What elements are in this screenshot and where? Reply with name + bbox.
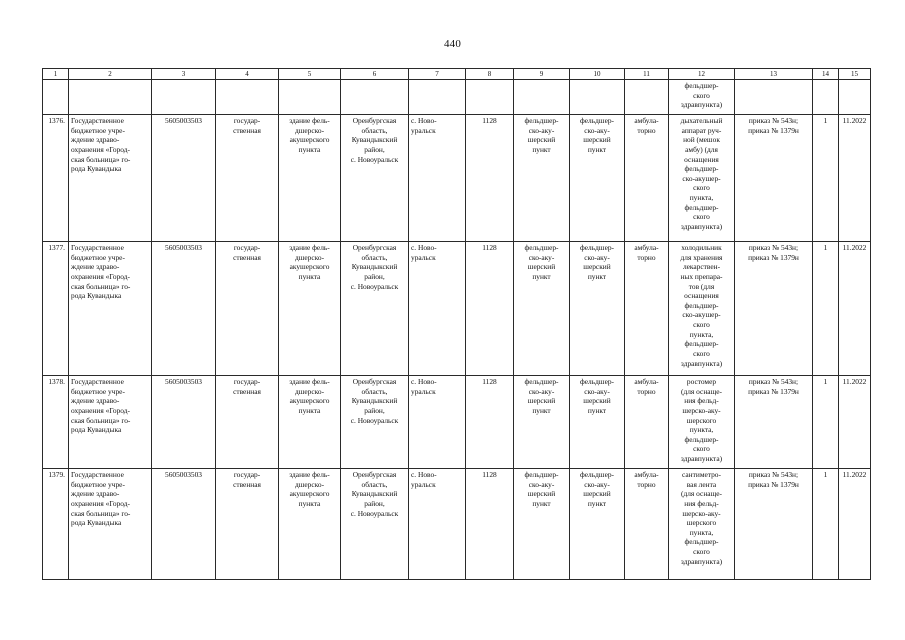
code-cell: 1128 <box>466 469 514 580</box>
address-cell: Оренбургская область, Кувандыкский район, с. Новоуральск <box>341 469 409 580</box>
date-cell: 11.2022 <box>839 469 871 580</box>
unit-name-cell: фельдшер- ско-аку- шерский пункт <box>570 469 625 580</box>
order-cell: приказ № 543н; приказ № 1379н <box>735 242 813 376</box>
column-number: 12 <box>669 69 735 80</box>
date-cell: 11.2022 <box>839 376 871 469</box>
equipment-cell: дыхательный аппарат руч- ной (мешок амбу) (для оснащения фельдшер- ско-акушер- ского пункта, фельдшер- ского здравпункта) <box>669 115 735 242</box>
inn-cell: 5605003503 <box>152 376 216 469</box>
organization-cell: Государственное бюджетное учре- ждение здраво- охранения «Город- ская больница» го- рода Кувандыка <box>69 376 152 469</box>
column-number: 8 <box>466 69 514 80</box>
quantity-cell: 1 <box>813 242 839 376</box>
order-cell: приказ № 543н; приказ № 1379н <box>735 469 813 580</box>
locality-cell: с. Ново- уральск <box>409 376 466 469</box>
row-number-cell: 1379. <box>43 469 69 580</box>
equipment-cell: холодильник для хранения лекарствен- ных препара- тов (для оснащения фельдшер- ско-акушер- ского пункта, фельдшер- ского здравпункта) <box>669 242 735 376</box>
date-cell: 11.2022 <box>839 242 871 376</box>
unit-name-cell: фельдшер- ско-аку- шерский пункт <box>570 242 625 376</box>
address-cell: Оренбургская область, Кувандыкский район, с. Новоуральск <box>341 242 409 376</box>
equipment-cell: ростомер (для оснаще- ния фельд- шерско-аку- шерского пункта, фельдшер- ского здравпункта) <box>669 376 735 469</box>
unit-type-cell: фельдшер- ско-аку- шерский пункт <box>514 376 570 469</box>
building-cell: здание фель- дшерско- акушерского пункта <box>279 115 341 242</box>
column-number: 14 <box>813 69 839 80</box>
column-number: 7 <box>409 69 466 80</box>
ownership-cell: государ- ственная <box>216 115 279 242</box>
column-number: 15 <box>839 69 871 80</box>
order-cell: приказ № 543н; приказ № 1379н <box>735 376 813 469</box>
column-number: 3 <box>152 69 216 80</box>
ownership-cell: государ- ственная <box>216 376 279 469</box>
address-cell: Оренбургская область, Кувандыкский район, с. Новоуральск <box>341 376 409 469</box>
table-row <box>43 469 871 580</box>
unit-type-cell: фельдшер- ско-аку- шерский пункт <box>514 115 570 242</box>
page-number: 440 <box>443 38 462 50</box>
unit-name-cell: фельдшер- ско-аку- шерский пункт <box>570 115 625 242</box>
unit-type-cell: фельдшер- ско-аку- шерский пункт <box>514 469 570 580</box>
order-cell: приказ № 543н; приказ № 1379н <box>735 115 813 242</box>
inn-cell: 5605003503 <box>152 115 216 242</box>
table-row <box>43 115 871 242</box>
locality-cell: с. Ново- уральск <box>409 115 466 242</box>
continuation-row <box>43 80 871 115</box>
column-number: 6 <box>341 69 409 80</box>
column-number: 9 <box>514 69 570 80</box>
column-number: 4 <box>216 69 279 80</box>
column-number: 11 <box>625 69 669 80</box>
care-type-cell: амбула- торно <box>625 115 669 242</box>
inn-cell: 5605003503 <box>152 469 216 580</box>
locality-cell: с. Ново- уральск <box>409 469 466 580</box>
inn-cell: 5605003503 <box>152 242 216 376</box>
date-cell: 11.2022 <box>839 115 871 242</box>
organization-cell: Государственное бюджетное учре- ждение здраво- охранения «Город- ская больница» го- рода Кувандыка <box>69 469 152 580</box>
row-number-cell: 1377. <box>43 242 69 376</box>
quantity-cell: 1 <box>813 469 839 580</box>
column-number: 5 <box>279 69 341 80</box>
equipment-cell: сантиметро- вая лента (для оснаще- ния фельд- шерско-аку- шерского пункта, фельдшер- ского здравпункта) <box>669 469 735 580</box>
column-number-row <box>43 69 871 80</box>
organization-cell: Государственное бюджетное учре- ждение здраво- охранения «Город- ская больница» го- рода Кувандыка <box>69 242 152 376</box>
table-row <box>43 376 871 469</box>
unit-type-cell: фельдшер- ско-аку- шерский пункт <box>514 242 570 376</box>
building-cell: здание фель- дшерско- акушерского пункта <box>279 469 341 580</box>
ownership-cell: государ- ственная <box>216 469 279 580</box>
locality-cell: с. Ново- уральск <box>409 242 466 376</box>
code-cell: 1128 <box>466 376 514 469</box>
column-number: 1 <box>43 69 69 80</box>
code-cell: 1128 <box>466 115 514 242</box>
unit-name-cell: фельдшер- ско-аку- шерский пункт <box>570 376 625 469</box>
quantity-cell: 1 <box>813 115 839 242</box>
table-row <box>43 242 871 376</box>
equipment-cell: фельдшер- ского здравпункта) <box>669 80 735 115</box>
building-cell: здание фель- дшерско- акушерского пункта <box>279 242 341 376</box>
registry-table <box>42 68 871 580</box>
column-number: 10 <box>570 69 625 80</box>
code-cell: 1128 <box>466 242 514 376</box>
care-type-cell: амбула- торно <box>625 242 669 376</box>
building-cell: здание фель- дшерско- акушерского пункта <box>279 376 341 469</box>
column-number: 13 <box>735 69 813 80</box>
care-type-cell: амбула- торно <box>625 469 669 580</box>
organization-cell: Государственное бюджетное учре- ждение здраво- охранения «Город- ская больница» го- рода Кувандыка <box>69 115 152 242</box>
row-number-cell: 1378. <box>43 376 69 469</box>
column-number: 2 <box>69 69 152 80</box>
quantity-cell: 1 <box>813 376 839 469</box>
address-cell: Оренбургская область, Кувандыкский район, с. Новоуральск <box>341 115 409 242</box>
care-type-cell: амбула- торно <box>625 376 669 469</box>
ownership-cell: государ- ственная <box>216 242 279 376</box>
row-number-cell: 1376. <box>43 115 69 242</box>
